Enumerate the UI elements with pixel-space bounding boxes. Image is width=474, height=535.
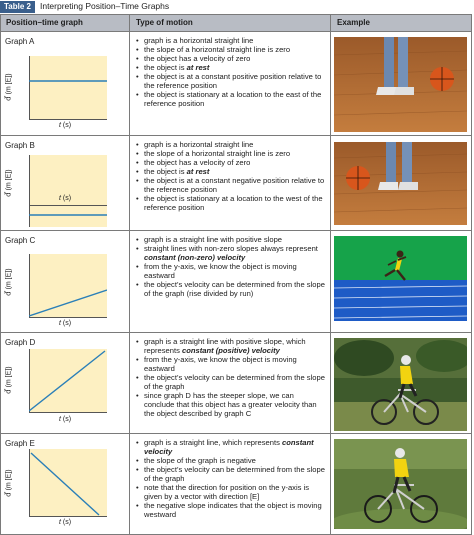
example-photo-biker-trail	[334, 338, 467, 431]
bullet-emphasis: at rest	[186, 166, 210, 176]
table-number-tag: Table 2	[0, 1, 35, 13]
example-photo-person-and-ball	[334, 37, 467, 132]
motion-cell	[130, 33, 330, 135]
motion-bullet: • the object’s velocity can be determined from the slope of the graph	[136, 374, 326, 392]
motion-cell	[130, 137, 330, 230]
bullet-text: graph is a straight line with positive slope, which represents	[144, 337, 306, 355]
graph-cell	[1, 137, 129, 230]
motion-bullet: • the object has a velocity of zero	[136, 159, 326, 168]
x-axis-variable: t	[59, 122, 61, 129]
motion-bullet: • the object’s velocity can be determined from the slope of the graph	[136, 466, 326, 484]
bullet-emphasis: constant (non-zero) velocity	[144, 252, 246, 262]
graph-cell	[1, 232, 129, 332]
graph-e-plot	[29, 449, 107, 517]
y-axis-label: d⃗ (m [E])	[5, 469, 13, 497]
x-axis-variable: t	[59, 416, 61, 423]
table-row-graph-b	[1, 137, 471, 231]
table-row-graph-d	[1, 334, 471, 434]
graph-label: Graph B	[5, 141, 35, 150]
y-axis-label: d⃗ (m [E])	[5, 366, 13, 394]
motion-bullet: • note that the direction for position on the y-axis is given by a vector with direction [E]	[136, 484, 326, 502]
motion-bullet: • graph is a straight line with positive slope	[136, 236, 326, 245]
header-motion: Type of motion	[136, 18, 193, 27]
graph-label: Graph E	[5, 439, 35, 448]
motion-cell	[130, 334, 330, 433]
motion-bullet: • the slope of a horizontal straight line is zero	[136, 150, 326, 159]
x-axis-variable: t	[59, 519, 61, 526]
motion-bullet: • the object is stationary at a location to the west of the reference position	[136, 195, 326, 213]
graph-cell	[1, 33, 129, 135]
y-axis-label: d⃗ (m [E])	[5, 169, 13, 197]
motion-bullet: • the object is stationary at a location to the east of the reference position	[136, 91, 326, 109]
motion-bullet: • the object is at a constant positive position relative to the reference position	[136, 73, 326, 91]
motion-bullet: • the object is at a constant negative position relative to the reference position	[136, 177, 326, 195]
example-photo-ball-and-person	[334, 142, 467, 225]
motion-bullet: • the negative slope indicates that the object is moving westward	[136, 502, 326, 520]
position-time-table	[0, 14, 472, 535]
bullet-emphasis: at rest	[186, 62, 210, 72]
example-cell	[331, 435, 471, 534]
x-axis-unit: (s)	[62, 122, 72, 129]
graph-cell	[1, 435, 129, 534]
motion-bullet: • graph is a horizontal straight line	[136, 141, 326, 150]
x-axis-unit: (s)	[62, 519, 72, 526]
graph-label: Graph D	[5, 338, 36, 347]
bullet-text: straight lines with non-zero slopes always represent	[144, 243, 318, 253]
x-axis-variable: t	[59, 320, 61, 327]
bullet-text: the object is	[144, 62, 187, 72]
example-cell	[331, 137, 471, 230]
header-example: Example	[337, 18, 370, 27]
motion-bullet: • the object has a velocity of zero	[136, 55, 326, 64]
motion-bullet: • from the y-axis, we know the object is moving eastward	[136, 356, 326, 374]
bullet-text: the object is	[144, 166, 187, 176]
motion-bullet	[136, 245, 326, 263]
bullet-text: graph is a straight line, which represents	[144, 438, 283, 447]
motion-bullet: • from the y-axis, we know the object is moving eastward	[136, 263, 326, 281]
motion-bullet: • the slope of a horizontal straight line is zero	[136, 46, 326, 55]
example-photo-sprinter	[334, 236, 467, 321]
motion-cell	[130, 435, 330, 534]
y-axis-label: d⃗ (m [E])	[5, 268, 13, 296]
table-row-graph-e	[1, 435, 471, 534]
motion-cell	[130, 232, 330, 332]
motion-bullet: • graph is a horizontal straight line	[136, 37, 326, 46]
graph-a-plot	[29, 56, 107, 120]
x-axis-unit: (s)	[62, 195, 72, 202]
graph-label: Graph C	[5, 236, 36, 245]
table-header	[1, 15, 471, 32]
graph-b-plot	[29, 155, 107, 227]
x-axis-unit: (s)	[62, 416, 72, 423]
x-axis-variable: t	[59, 195, 61, 202]
example-cell	[331, 232, 471, 332]
graph-d-plot	[29, 349, 107, 413]
example-cell	[331, 334, 471, 433]
graph-label: Graph A	[5, 37, 35, 46]
y-axis-label: d⃗ (m [E])	[5, 73, 13, 101]
x-axis-unit: (s)	[62, 320, 72, 327]
example-cell	[331, 33, 471, 135]
motion-bullet	[136, 338, 326, 356]
graph-c-plot	[29, 254, 107, 318]
graph-cell	[1, 334, 129, 433]
table-title: Interpreting Position–Time Graphs	[39, 1, 170, 12]
table-row-graph-c	[1, 232, 471, 333]
example-photo-biker-grass	[334, 439, 467, 529]
motion-bullet: • the object’s velocity can be determined from the slope of the graph (rise divided by run)	[136, 281, 326, 299]
motion-bullet: • the slope of the graph is negative	[136, 457, 326, 466]
bullet-emphasis: constant velocity	[144, 438, 314, 456]
header-graph: Position–time graph	[6, 18, 83, 27]
motion-bullet: • since graph D has the steeper slope, we can conclude that this object has a greater velocity than the object described by graph C	[136, 392, 326, 419]
bullet-emphasis: constant (positive) velocity	[182, 345, 280, 355]
table-row-graph-a	[1, 33, 471, 136]
table-caption	[0, 0, 474, 13]
motion-bullet	[136, 439, 326, 457]
